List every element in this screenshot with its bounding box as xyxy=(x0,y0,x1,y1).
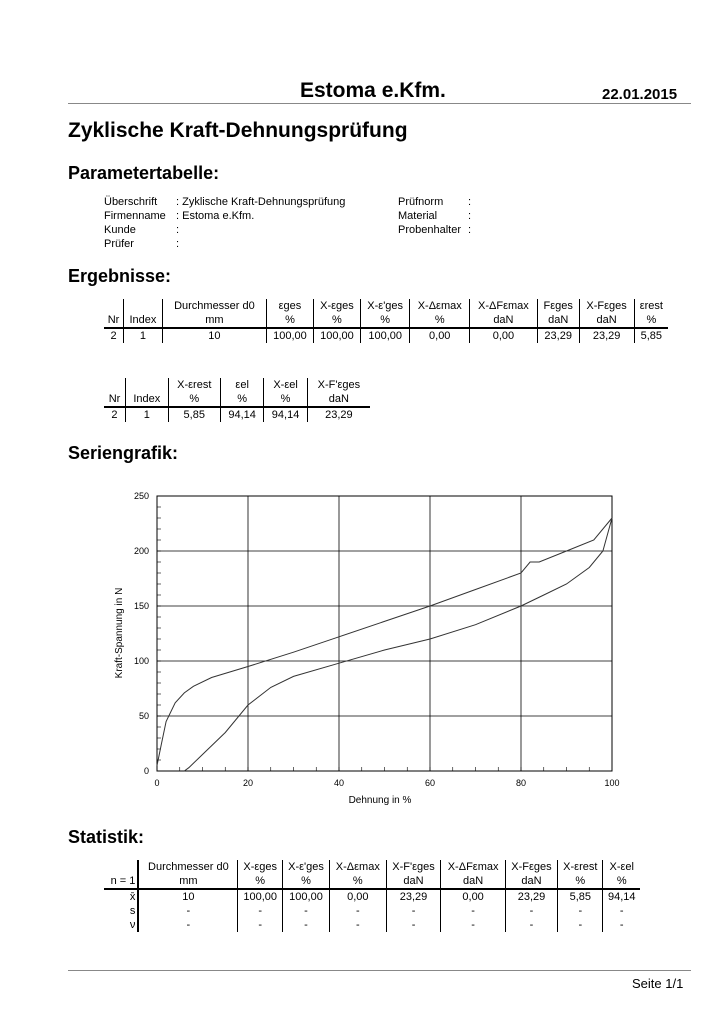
table-unit-cell: % xyxy=(168,392,220,407)
table-cell: 100,00 xyxy=(313,328,360,343)
series-line xyxy=(184,518,612,771)
table-unit-cell: Index xyxy=(124,313,163,328)
plot-frame xyxy=(157,496,612,771)
table-header-cell: εges xyxy=(266,299,313,313)
y-tick-label: 250 xyxy=(133,491,149,501)
table-cell: 5,85 xyxy=(640,330,663,342)
table-unit-cell: n = 1 xyxy=(104,874,138,889)
table-cell: 0,00 xyxy=(470,328,538,343)
table-cell: - xyxy=(138,918,238,932)
table-header-cell: X-εel xyxy=(609,861,634,873)
table-header-cell: X-Fεges xyxy=(505,860,557,874)
table-header-cell: X-F'εges xyxy=(386,860,441,874)
table-header-cell xyxy=(104,299,124,313)
table-cell: 94,14 xyxy=(220,407,263,422)
table-header-cell xyxy=(125,378,168,392)
table-header-cell: X-ε'ges xyxy=(360,299,410,313)
table-cell: - xyxy=(238,904,283,918)
table-cell: 0,00 xyxy=(441,889,505,904)
table-cell: - xyxy=(282,918,329,932)
table-header-cell: X-εrest xyxy=(558,860,603,874)
table-unit-cell: Nr xyxy=(104,392,125,407)
table-unit-cell: daN xyxy=(579,313,634,328)
x-tick-label: 60 xyxy=(424,778,436,788)
table-cell: - xyxy=(386,918,441,932)
table-cell: - xyxy=(558,918,603,932)
table-header-cell: X-εges xyxy=(238,860,283,874)
section-title-stats: Statistik: xyxy=(68,827,145,847)
page-title: Zyklische Kraft-Dehnungsprüfung xyxy=(68,119,408,142)
x-tick-label: 0 xyxy=(154,778,160,788)
table-cell: - xyxy=(441,918,505,932)
table-header-cell xyxy=(104,378,125,392)
x-tick-label: 80 xyxy=(515,778,527,788)
table-cell: 1 xyxy=(124,328,163,343)
table-unit-cell: % xyxy=(313,313,360,328)
table-row xyxy=(104,904,640,918)
results-table-1 xyxy=(104,299,668,343)
param-row: Probenhalter : xyxy=(398,224,472,236)
section-title-params: Parametertabelle: xyxy=(68,163,220,183)
table-unit-cell: daN xyxy=(537,313,579,328)
y-tick-label: 200 xyxy=(133,546,149,556)
table-cell: - xyxy=(619,919,624,931)
x-tick-label: 100 xyxy=(604,778,620,788)
table-cell: 100,00 xyxy=(360,328,410,343)
x-tick-label: 40 xyxy=(333,778,345,788)
statistics-table xyxy=(104,860,640,932)
param-row: Kunde : xyxy=(104,224,180,236)
table-unit-cell: % xyxy=(238,874,283,889)
table-cell: - xyxy=(558,904,603,918)
table-unit-cell: % xyxy=(220,392,263,407)
param-label: Firmenname xyxy=(104,210,166,222)
table-header-cell: X-ΔFεmax xyxy=(470,299,538,313)
table-units-row xyxy=(104,392,370,407)
table-unit-cell: % xyxy=(558,874,603,889)
table-header-cell: Durchmesser d0 xyxy=(138,860,238,874)
series-line xyxy=(157,518,612,766)
section-title-results: Ergebnisse: xyxy=(68,266,172,286)
table-row xyxy=(104,889,640,904)
table-cell: - xyxy=(330,918,387,932)
table-unit-cell: Index xyxy=(125,392,168,407)
table-cell: 100,00 xyxy=(282,889,329,904)
table-unit-cell: % xyxy=(634,313,668,328)
table-cell: - xyxy=(238,918,283,932)
table-unit-cell: % xyxy=(330,874,387,889)
table-cell: 2 xyxy=(104,328,124,343)
table-header-cell: X-F'εges xyxy=(317,379,361,391)
company-name: Estoma e.Kfm. xyxy=(300,79,446,102)
results-table-2 xyxy=(104,378,370,422)
table-cell: 23,29 xyxy=(325,409,353,421)
table-cell: - xyxy=(282,904,329,918)
table-cell: 2 xyxy=(104,407,125,422)
table-cell: 94,14 xyxy=(607,891,636,903)
table-cell: - xyxy=(619,905,624,917)
table-cell: - xyxy=(505,918,557,932)
table-unit-cell: daN xyxy=(386,874,441,889)
header-divider xyxy=(68,103,691,104)
params-right xyxy=(398,195,471,237)
param-row: Prüfnorm : xyxy=(398,196,472,208)
table-cell: s xyxy=(104,904,138,918)
table-header-cell xyxy=(124,299,163,313)
y-tick-label: 0 xyxy=(143,766,149,776)
chart-curves xyxy=(157,518,612,771)
table-units-row xyxy=(104,874,640,889)
table-unit-cell: mm xyxy=(138,874,238,889)
table-cell: 10 xyxy=(138,889,238,904)
param-label: Probenhalter xyxy=(398,224,461,236)
table-cell: x̄ xyxy=(104,889,138,904)
table-row xyxy=(104,918,640,932)
table-header-cell: εel xyxy=(220,378,263,392)
chart-ticks xyxy=(134,491,620,788)
table-header-cell: εrest xyxy=(639,300,663,312)
table-header-cell: X-Δεmax xyxy=(410,299,470,313)
param-row: Firmenname : Estoma e.Kfm. xyxy=(104,210,255,222)
table-cell: 100,00 xyxy=(266,328,313,343)
table-header-cell: X-εel xyxy=(264,378,307,392)
table-unit-cell: % xyxy=(282,874,329,889)
y-axis-label: Kraft-Spannung in N xyxy=(114,587,125,679)
param-value: Zyklische Kraft-Dehnungsprüfung xyxy=(182,196,346,208)
table-cell: 5,85 xyxy=(168,407,220,422)
param-row: Überschrift : Zyklische Kraft-Dehnungsprüfung xyxy=(104,196,346,208)
table-cell: - xyxy=(441,904,505,918)
param-label: Kunde xyxy=(104,224,136,236)
table-header-row xyxy=(104,299,668,313)
table-cell: 5,85 xyxy=(558,889,603,904)
table-header-row xyxy=(104,378,370,392)
table-unit-cell: % xyxy=(266,313,313,328)
table-unit-cell: daN xyxy=(307,392,370,407)
param-label: Material xyxy=(398,210,438,222)
table-cell: 23,29 xyxy=(537,328,579,343)
table-header-cell: X-ε'ges xyxy=(282,860,329,874)
page-number: Seite 1/1 xyxy=(632,976,684,991)
table-header-cell: X-ΔFεmax xyxy=(441,860,505,874)
table-cell: 23,29 xyxy=(579,328,634,343)
y-tick-label: 150 xyxy=(133,601,149,611)
table-header-row xyxy=(104,860,640,874)
table-unit-cell: % xyxy=(360,313,410,328)
table-cell: - xyxy=(505,904,557,918)
stress-strain-chart xyxy=(100,480,640,810)
table-cell: - xyxy=(330,904,387,918)
table-cell: - xyxy=(386,904,441,918)
table-row xyxy=(104,328,668,343)
table-cell: 23,29 xyxy=(386,889,441,904)
table-cell: 0,00 xyxy=(410,328,470,343)
table-unit-cell: mm xyxy=(162,313,266,328)
table-header-cell: X-Δεmax xyxy=(330,860,387,874)
y-tick-label: 100 xyxy=(133,656,149,666)
table-unit-cell: daN xyxy=(505,874,557,889)
params-left xyxy=(104,195,345,251)
param-row: Prüfer : xyxy=(104,238,180,250)
table-unit-cell: % xyxy=(264,392,307,407)
table-cell: 1 xyxy=(125,407,168,422)
footer-divider xyxy=(68,970,691,971)
table-unit-cell: Nr xyxy=(104,313,124,328)
x-tick-label: 20 xyxy=(242,778,254,788)
param-row: Material : xyxy=(398,210,472,222)
table-cell: 100,00 xyxy=(238,889,283,904)
chart-grid xyxy=(157,496,612,771)
x-axis-label: Dehnung in % xyxy=(348,795,412,806)
table-unit-cell: % xyxy=(410,313,470,328)
table-unit-cell: daN xyxy=(441,874,505,889)
table-header-cell: Durchmesser d0 xyxy=(162,299,266,313)
table-cell: 94,14 xyxy=(264,407,307,422)
table-unit-cell: % xyxy=(603,874,640,889)
table-cell: 23,29 xyxy=(505,889,557,904)
section-title-graph: Seriengrafik: xyxy=(68,443,179,463)
table-unit-cell: daN xyxy=(470,313,538,328)
table-header-cell: Fεges xyxy=(537,299,579,313)
param-label: Prüfer xyxy=(104,238,134,250)
table-header-cell: X-εges xyxy=(313,299,360,313)
table-row xyxy=(104,407,370,422)
table-units-row xyxy=(104,313,668,328)
table-cell: - xyxy=(138,904,238,918)
table-header-cell xyxy=(104,860,138,874)
table-header-cell: X-εrest xyxy=(168,378,220,392)
param-label: Prüfnorm xyxy=(398,196,444,208)
param-label: Überschrift xyxy=(104,196,158,208)
param-value: Estoma e.Kfm. xyxy=(182,210,255,222)
table-cell: 0,00 xyxy=(330,889,387,904)
table-header-cell: X-Fεges xyxy=(579,299,634,313)
table-cell: 10 xyxy=(162,328,266,343)
report-date: 22.01.2015 xyxy=(602,86,678,103)
y-tick-label: 50 xyxy=(138,711,149,721)
table-cell: ν xyxy=(104,918,138,932)
